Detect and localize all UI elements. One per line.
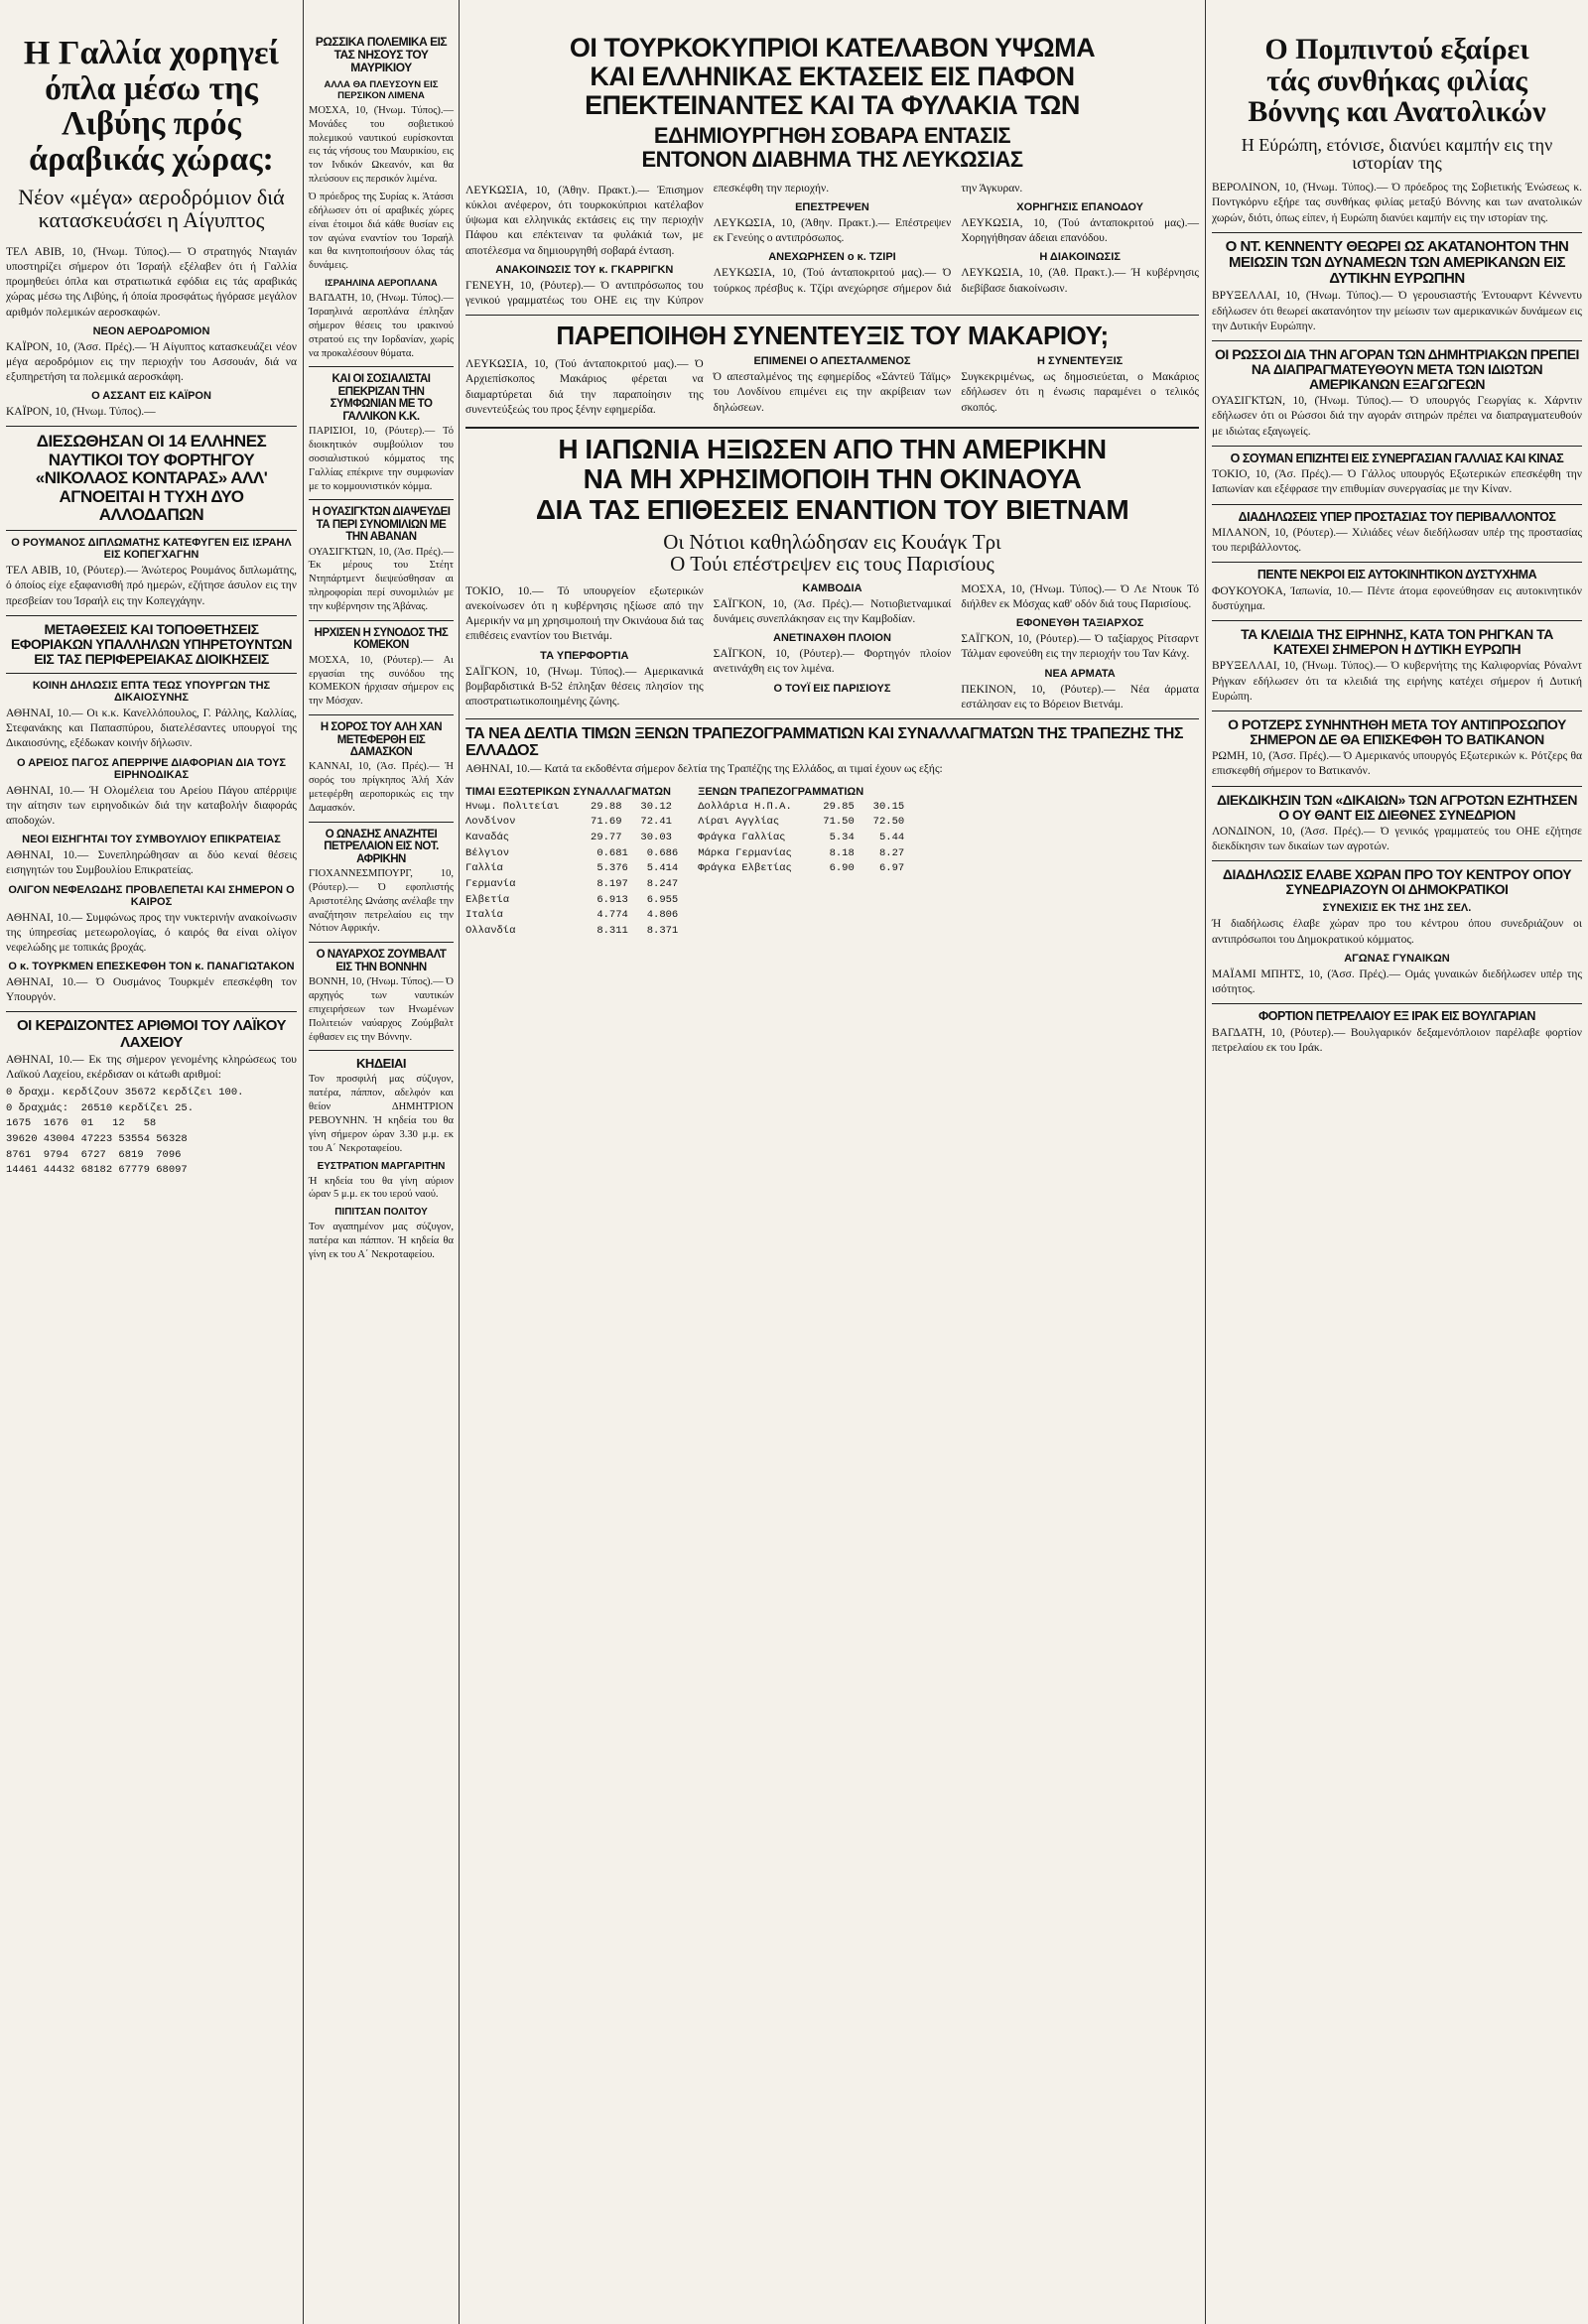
article-text: ΒΡΥΞΕΛΛΑΙ, 10, (Ήνωμ. Τύπος).— Ό γερουσιαστής Έντουαρντ Κέννεντυ εδήλωσεν ότι θεωρεί ακατανόητον την μείωσιν των αμερικανικών δυνάμεων εις την Δυτικήν Ευρώπην. (1212, 290, 1582, 332)
lead-headline: Ο Πομπιντού εξαίρει (1264, 33, 1529, 65)
column-1 (0, 0, 303, 2324)
article-text: ΑΘΗΝΑΙ, 10.— Ή Ολομέλεια του Αρείου Πάγου απέρριψε την αίτησιν των ειρηνοδικών διά την καταβολήν διαφοράς αποδοχών. (6, 784, 297, 827)
table-heading: ΤΙΜΑΙ ΕΞΩΤΕΡΙΚΩΝ ΣΥΝΑΛΛΑΓΜΑΤΩΝ (465, 785, 671, 798)
article-text: ΓΙΟΧΑΝΝΕΣΜΠΟΥΡΓ, 10, (Ρόυτερ).— Ό εφοπλιστής Αριστοτέλης Ωνάσης ανέλαβε την αναζήτησιν πετρελαίου εις την Νότιον Αφρικήν. (309, 868, 454, 935)
subheading: ΕΥΣΤΡΑΤΙΟΝ ΜΑΡΓΑΡΙΤΗΝ (317, 1160, 446, 1172)
article-text: ΜΟΣΧΑ, 10, (Ρόυτερ).— Αι εργασίαι της συνόδου της ΚΟΜΕΚΟΝ ήρχισαν σήμερον εις την Μόσχαν. (309, 654, 454, 708)
subheading: ΕΦΟΝΕΥΘΗ ΤΑΞΙΑΡΧΟΣ (1015, 617, 1144, 630)
main-headline: ΟΙ ΤΟΥΡΚΟΚΥΠΡΙΟΙ ΚΑΤΕΛΑΒΟΝ ΥΨΩΜΑ (569, 33, 1096, 63)
subheading: Ο ΑΣΣΑΝΤ ΕΙΣ ΚΑΪΡΟΝ (91, 390, 211, 403)
article-text: Ό απεσταλμένος της εφημερίδος «Σάντεϋ Τάϊμς» του Λονδίνου επιμένει εις την ακρίβειαν των δηλώσεων. (713, 371, 952, 414)
subheading: ΙΣΡΑΗΛΙΝΑ ΑΕΡΟΠΛΑΝΑ (325, 278, 438, 290)
article-text: Τον προσφιλή μας σύζυγον, πατέρα, πάππον, αδελφόν και θείον ΔΗΜΗΤΡΙΟΝ ΡΕΒΟΥΝΗΝ. Ή κηδεία του θα γίνη σήμερον ώραν 3.30 μ.μ. εκ του Α΄ Νεκροταφείου. (309, 1074, 454, 1154)
table-row: Δολλάρια Η.Π.Α. 29.85 30.15 (698, 800, 905, 813)
article-text: ΚΑΪΡΟΝ, 10, (Άσσ. Πρές).— Ή Αίγυπτος κατασκευάζει νέον μέγα αεροδρόμιον εις την περιοχήν του Ασσουάν, διά να εξυπηρετήση τα πολεμικά αεροσκάφη. (6, 340, 297, 384)
subheading: Ο ΤΟΥΪ ΕΙΣ ΠΑΡΙΣΙΟΥΣ (773, 682, 891, 695)
article-headline: ΡΩΣΣΙΚΑ ΠΟΛΕΜΙΚΑ ΕΙΣ ΤΑΣ ΝΗΣΟΥΣ ΤΟΥ ΜΑΥΡΙΚΙΟΥ (315, 35, 448, 74)
lottery-row: 0 δραχμάς: 26510 κερδίζει 25. (6, 1101, 195, 1114)
article-text: ΤΕΛ ΑΒΙΒ, 10, (Ρόυτερ).— Άνώτερος Ρουμάνος διπλωμάτης, ό όποίος είχε εξαφανισθή πρό ημερών, εζήτησε άσυλον εις την πρεσβείαν του Ίσραήλ εις την Κοπεγχάγην. (6, 565, 297, 607)
article-text: ΜΟΣΧΑ, 10, (Ήνωμ. Τύπος).— Ό Λε Ντουκ Τό διήλθεν εκ Μόσχας καθ' οδόν διά τους Παρισίους. (961, 582, 1199, 611)
article-headline: Η ΣΟΡΟΣ ΤΟΥ ΑΛΗ ΧΑΝ ΜΕΤΕΦΕΡΘΗ ΕΙΣ ΔΑΜΑΣΚΟΝ (320, 721, 443, 758)
article-text: ΑΘΗΝΑΙ, 10.— Οι κ.κ. Κανελλόπουλος, Γ. Ράλλης, Καλλίας, Στεφανάκης και Παπασπύρου, διατελέσαντες υπουργοί της Δικαιοσύνης, εξέδωκαν κοινήν δήλωσιν. (6, 708, 297, 750)
column-2 (304, 0, 459, 2324)
main-subheadline: ΕΝΤΟΝΟΝ ΔΙΑΒΗΜΑ ΤΗΣ ΛΕΥΚΩΣΙΑΣ (641, 147, 1023, 173)
article-headline: ΚΗΔΕΙΑΙ (356, 1056, 406, 1072)
article-headline: Ο ΡΟΤΖΕΡΣ ΣΥΝΗΝΤΗΘΗ ΜΕΤΑ ΤΟΥ ΑΝΤΙΠΡΟΣΩΠΟΥ ΣΗΜΕΡΟΝ ΔΕ ΘΑ ΕΠΙΣΚΕΦΘΗ ΤΟ ΒΑΤΙΚΑΝΟΝ (1228, 715, 1566, 748)
article-text: ΓΕΝΕΥΗ, 10, (Ρόυτερ).— Ό αντιπρόσωπος του γενικού γραμματέως του ΟΗΕ εις την Κύπρον επεσκέφθη την περιοχήν. (465, 182, 830, 307)
article-text: ΜΟΣΧΑ, 10, (Ήνωμ. Τύπος).— Μονάδες του σοβιετικού πολεμικού ναυτικού ευρίσκονται εις τάς νήσους του Μαυρικίου, εις τον Ινδικόν Ωκεανόν, και θα πλεύσουν εις περσικόν λιμένα. (309, 104, 454, 186)
subheading: ΚΑΜΒΟΔΙΑ (802, 581, 862, 594)
article-headline: ΦΟΡΤΙΟΝ ΠΕΤΡΕΛΑΙΟΥ ΕΞ ΙΡΑΚ ΕΙΣ ΒΟΥΛΓΑΡΙΑΝ (1258, 1009, 1535, 1024)
subheading: ΝΕΟΙ ΕΙΣΗΓΗΤΑΙ ΤΟΥ ΣΥΜΒΟΥΛΙΟΥ ΕΠΙΚΡΑΤΕΙΑΣ (22, 834, 281, 846)
subheading: ΤΑ ΥΠΕΡΦΟΡΤΙΑ (540, 649, 629, 662)
table-row: Λονδίνον 71.69 72.41 (465, 816, 672, 829)
article-text: ΜΙΛΑΝΟΝ, 10, (Ρόυτερ).— Χιλιάδες νέων διεδήλωσαν υπέρ της προστασίας του περιβάλλοντος. (1212, 527, 1582, 555)
article-text: Τον αγαπημένον μας σύζυγον, πατέρα και πάππον. Ή κηδεία θα γίνη εκ του Α΄ Νεκροταφείου. (309, 1222, 454, 1261)
lead-subheadline: Η Εύρώπη, ετόνισε, διανύει καμπήν εις την ιστορίαν της (1241, 134, 1553, 174)
article-text: ΒΕΡΟΛΙΝΟΝ, 10, (Ήνωμ. Τύπος).— Ό πρόεδρος της Σοβιετικής Ένώσεως κ. Ποντγκόρνυ εξήρε τας συνθήκας φιλίας μεταξύ Βόννης και των ανατολικών χωρών, διότι, όπως είπεν, ή Ευρώπη διανύει καμπήν εις την ιστορίαν της. (1212, 182, 1582, 224)
article-text: Συγκεκριμένως, ως δημοσιεύεται, ο Μακάριος εδήλωσεν ότι η ένωσις παραμένει ο τελικός σκοπός. (961, 371, 1199, 414)
article-text: ΚΑΝΝΑΙ, 10, (Άσ. Πρές).— Ή σορός του πρίγκηπος Άλή Χάν μετεφέρθη αεροπορικώς εις την Δαμασκόν. (309, 761, 454, 814)
subheading: ΚΟΙΝΗ ΔΗΛΩΣΙΣ ΕΠΤΑ ΤΕΩΣ ΥΠΟΥΡΓΩΝ ΤΗΣ ΔΙΚΑΙΟΣΥΝΗΣ (32, 680, 271, 705)
table-row: Ιταλία 4.774 4.806 (465, 909, 679, 922)
article-text: ΣΑΪΓΚΟΝ, 10, (Ήνωμ. Τύπος).— Αμερικανικά βομβαρδιστικά Β-52 έπληξαν θέσεις πλησίον της αποστρατιωτικοποιημένης ζώνης. (465, 665, 704, 708)
table-row: Ηνωμ. Πολιτείαι 29.88 30.12 (465, 800, 672, 813)
article-text: ΑΘΗΝΑΙ, 10.— Συμφώνως προς την νυκτερινήν ανακοίνωσιν της ύπηρεσίας μετεωρολογίας, ό καιρός θα είναι ολίγον νεφελώδης με τοπικάς βροχάς. (6, 911, 297, 954)
subheading: ΑΛΛΑ ΘΑ ΠΛΕΥΣΟΥΝ ΕΙΣ ΠΕΡΣΙΚΟΝ ΛΙΜΕΝΑ (324, 78, 439, 101)
article-headline: ΟΙ ΚΕΡΔΙΖΟΝΤΕΣ ΑΡΙΘΜΟΙ ΤΟΥ ΛΑΪΚΟΥ ΛΑΧΕΙΟΥ (17, 1017, 286, 1051)
table-row: Γερμανία 8.197 8.247 (465, 877, 679, 890)
main-subheadline: Ο Τούι επέστρεψεν εις τους Παρισίους (670, 551, 994, 576)
main-headline: Η ΙΑΠΩΝΙΑ ΗΞΙΩΣΕΝ ΑΠΟ ΤΗΝ ΑΜΕΡΙΚΗΝ (558, 434, 1107, 465)
article-headline: ΟΙ ΡΩΣΣΟΙ ΔΙΑ ΤΗΝ ΑΓΟΡΑΝ ΤΩΝ ΔΗΜΗΤΡΙΑΚΩΝ ΠΡΕΠΕΙ ΝΑ ΔΙΑΠΡΑΓΜΑΤΕΥΘΟΥΝ ΜΕΤΑ ΤΩΝ ΙΔΙΩΤΩΝ ΑΜΕΡΙΚΑΝΩΝ ΕΞΑΓΩΓΕΩΝ (1215, 345, 1579, 393)
article-text: ΛΕΥΚΩΣΙΑ, 10, (Τού άνταποκριτού μας).— Χορηγήθησαν άδειαι επανόδου. (961, 217, 1199, 245)
article-headline: ΚΑΙ ΟΙ ΣΟΣΙΑΛΙΣΤΑΙ ΕΠΕΚΡΙΖΑΝ ΤΗΝ ΣΥΜΦΩΝΙΑΝ ΜΕ ΤΟ ΓΑΛΛΙΚΟΝ Κ.Κ. (330, 373, 433, 423)
main-headline: ΝΑ ΜΗ ΧΡΗΣΙΜΟΠΟΙΗ ΤΗΝ ΟΚΙΝΑΟΥΑ (583, 463, 1082, 495)
article-text: ΛΕΥΚΩΣΙΑ, 10, (Άθην. Πρακτ.).— Έπισημον κύκλοι ανέφερον, ότι τουρκοκύπριοι κατέλαβον ύψωμα και ελληνικάς εκτάσεις εις την περιοχήν Πάφου και επέκτειναν τα φυλάκιά των, με αποτέλεσμα να δημιουργηθή σοβαρά ένταση. (465, 184, 704, 257)
subheading: ΣΥΝΕΧΙΣΙΣ ΕΚ ΤΗΣ 1ΗΣ ΣΕΛ. (1322, 902, 1472, 915)
article-text: ΛΕΥΚΩΣΙΑ, 10, (Τού άνταποκριτού μας).— Ό τούρκος πρέσβυς κ. Τζίρι ανεχώρησε σήμερον διά την Άγκυραν. (713, 182, 1023, 295)
article-headline: ΠΕΝΤΕ ΝΕΚΡΟΙ ΕΙΣ ΑΥΤΟΚΙΝΗΤΙΚΟΝ ΔΥΣΤΥΧΗΜΑ (1257, 568, 1537, 582)
article-text: ΟΥΑΣΙΓΚΤΩΝ, 10, (Ήνωμ. Τύπος).— Ό υπουργός Γεωργίας κ. Χάρντιν εδήλωσεν ότι οι Ρώσσοι διά την αγοράν σιτηρών πρέπει να διαπραγματευθούν με ιδιώτας εξαγωγείς. (1212, 395, 1582, 438)
article-headline: ΤΑ ΝΕΑ ΔΕΛΤΙΑ ΤΙΜΩΝ ΞΕΝΩΝ ΤΡΑΠΕΖΟΓΡΑΜΜΑΤΙΩΝ ΚΑΙ ΣΥΝΑΛΛΑΓΜΑΤΩΝ ΤΗΣ ΤΡΑΠΕΖΗΣ ΤΗΣ ΕΛΛΑΔΟΣ (465, 724, 1184, 760)
subheading: ΑΓΩΝΑΣ ΓΥΝΑΙΚΩΝ (1344, 952, 1450, 965)
lottery-row: 8761 9794 6727 6819 7096 (6, 1148, 182, 1161)
subheading: Η ΣΥΝΕΝΤΕΥΞΙΣ (1036, 355, 1124, 368)
table-row: Φράγκα Γαλλίας 5.34 5.44 (698, 831, 905, 843)
main-headline: ΔΙΑ ΤΑΣ ΕΠΙΘΕΣΕΙΣ ΕΝΑΝΤΙΟΝ ΤΟΥ ΒΙΕΤΝΑΜ (535, 493, 1129, 525)
subheading: ΝΕΟΝ ΑΕΡΟΔΡΟΜΙΟΝ (92, 324, 210, 337)
table-row: Ελβετία 6.913 6.955 (465, 893, 679, 906)
article-text: ΠΕΚΙΝΟΝ, 10, (Ρόυτερ).— Νέα άρματα εστάλησαν εις το Βόρειον Βιετνάμ. (961, 683, 1199, 710)
article-headline: ΗΡΧΙΣΕΝ Η ΣΥΝΟΔΟΣ ΤΗΣ ΚΟΜΕΚΟΝ (314, 626, 449, 652)
lottery-row: 39620 43004 47223 53554 56328 (6, 1133, 188, 1145)
lead-headline: Βόννης και Ανατολικών (1248, 95, 1546, 128)
subheading: ΑΝΕΧΩΡΗΣΕΝ ο κ. ΤΖΙΡΙ (768, 251, 896, 264)
main-headline: ΚΑΙ ΕΛΛΗΝΙΚΑΣ ΕΚΤΑΣΕΙΣ ΕΙΣ ΠΑΦΟΝ (590, 62, 1075, 92)
lottery-row: 1675 1676 01 12 58 (6, 1117, 157, 1130)
subheading: ΕΠΕΣΤΡΕΨΕΝ (795, 201, 869, 214)
table-row: Μάρκα Γερμανίας 8.18 8.27 (698, 846, 905, 859)
subheading: ΧΟΡΗΓΗΣΙΣ ΕΠΑΝΟΔΟΥ (1016, 201, 1143, 214)
lead-headline: Η Γαλλία χορηγεί όπλα μέσω της Λιβύης πρός άραβικάς χώρας: (23, 35, 280, 179)
subheading: Ο κ. ΤΟΥΡΚΜΕΝ ΕΠΕΣΚΕΦΘΗ ΤΟΝ κ. ΠΑΝΑΓΙΩΤΑΚΟΝ (8, 961, 295, 973)
column-4 (1206, 0, 1588, 2324)
article-headline: ΔΙΕΚΔΙΚΗΣΙΝ ΤΩΝ «ΔΙΚΑΙΩΝ» ΤΩΝ ΑΓΡΟΤΩΝ ΕΖΗΤΗΣΕΝ Ο ΟΥ ΘΑΝΤ ΕΙΣ ΔΙΕΘΝΕΣ ΣΥΝΕΔΡΙΟΝ (1216, 791, 1578, 823)
table-row: Φράγκα Ελβετίας 6.90 6.97 (698, 862, 905, 875)
article-headline: Ο ΩΝΑΣΗΣ ΑΝΑΖΗΤΕΙ ΠΕΤΡΕΛΑΙΟΝ ΕΙΣ ΝΟΤ. ΑΦΡΙΚΗΝ (324, 828, 439, 865)
article-headline: Ο ΝΑΥΑΡΧΟΣ ΖΟΥΜΒΑΛΤ ΕΙΣ ΤΗΝ ΒΟΝΝΗΝ (316, 949, 447, 973)
article-text: ΑΘΗΝΑΙ, 10.— Εκ της σήμερον γενομένης κληρώσεως του Λαϊκού Λαχείου, εκέρδισαν οι κάτωθι αριθμοί: (6, 1053, 297, 1081)
article-headline: ΜΕΤΑΘΕΣΕΙΣ ΚΑΙ ΤΟΠΟΘΕΤΗΣΕΙΣ ΕΦΟΡΙΑΚΩΝ ΥΠΑΛΛΗΛΩΝ ΥΠΗΡΕΤΟΥΝΤΩΝ ΕΙΣ ΤΑΣ ΠΕΡΙΦΕΡΕΙΑΚΑΣ ΔΙΟΙΚΗΣΕΙΣ (11, 620, 292, 668)
article-text: ΑΘΗΝΑΙ, 10.— Κατά τα εκδοθέντα σήμερον δελτία της Τραπέζης της Ελλάδος, αι τιμαί έχουν ως εξής: (465, 762, 943, 775)
article-text: ΣΑΪΓΚΟΝ, 10, (Άσ. Πρές).— Νοτιοβιετναμικαί δυνάμεις συνεπλάκησαν εις την Καμβοδίαν. (713, 597, 952, 626)
article-text: ΛΕΥΚΩΣΙΑ, 10, (Άθην. Πρακτ.).— Επέστρεψεν εκ Γενεύης ο αντιπρόσωπος. (713, 217, 952, 245)
article-text: ΛΟΝΔΙΝΟΝ, 10, (Άσσ. Πρές).— Ό γενικός γραμματεύς του ΟΗΕ εζήτησε διεκδίκησιν των δικαίων των αγροτών. (1212, 825, 1582, 852)
column-3 (460, 0, 1205, 2324)
article-headline: Ο ΝΤ. ΚΕΝΝΕΝΤΥ ΘΕΩΡΕΙ ΩΣ ΑΚΑΤΑΝΟΗΤΟΝ ΤΗΝ ΜΕΙΩΣΙΝ ΤΩΝ ΔΥΝΑΜΕΩΝ ΤΩΝ ΑΜΕΡΙΚΑΝΩΝ ΕΙΣ ΔΥΤΙΚΗΝ ΕΥΡΩΠΗΝ (1225, 237, 1569, 288)
subheading: ΑΝΑΚΟΙΝΩΣΙΣ ΤΟΥ κ. ΓΚΑΡΡΙΓΚΝ (495, 263, 674, 276)
article-text: ΑΘΗΝΑΙ, 10.— Ό Ουσμάνος Τουρκμέν επεσκέφθη τον Υπουργόν. (6, 976, 297, 1004)
subheading: Ο ΡΟΥΜΑΝΟΣ ΔΙΠΛΩΜΑΤΗΣ ΚΑΤΕΦΥΓΕΝ ΕΙΣ ΙΣΡΑΗΛ ΕΙΣ ΚΟΠΕΓΧΑΓΗΝ (11, 537, 292, 562)
article-text: ΡΩΜΗ, 10, (Άσσ. Πρές).— Ό Αμερικανός υπουργός Εξωτερικών κ. Ρότζερς θα επισκεφθή σήμερον το Βατικανόν. (1212, 750, 1582, 778)
article-headline: ΔΙΕΣΩΘΗΣΑΝ ΟΙ 14 ΕΛΛΗΝΕΣ ΝΑΥΤΙΚΟΙ ΤΟΥ ΦΟΡΤΗΓΟΥ «ΝΙΚΟΛΑΟΣ ΚΟΝΤΑΡΑΣ» ΑΛΛ' ΑΓΝΟΕΙΤΑΙ Η ΤΥΧΗ ΔΥΟ ΑΛΛΟΔΑΠΩΝ (35, 432, 268, 524)
article-text: ΦΟΥΚΟΥΟΚΑ, Ίαπωνία, 10.— Πέντε άτομα εφονεύθησαν εις αυτοκινητικόν δυστύχημα. (1212, 584, 1582, 613)
subheading: ΠΙΠΙΤΣΑΝ ΠΟΛΙΤΟΥ (334, 1207, 428, 1219)
lottery-row: 0 δραχμ. κερδίζουν 35672 κερδίζει 100. (6, 1087, 244, 1099)
table-heading: ΞΕΝΩΝ ΤΡΑΠΕΖΟΓΡΑΜΜΑΤΙΩΝ (698, 785, 864, 798)
article-headline: Η ΟΥΑΣΙΓΚΤΩΝ ΔΙΑΨΕΥΔΕΙ ΤΑ ΠΕΡΙ ΣΥΝΟΜΙΛΙΩΝ ΜΕ ΤΗΝ ΑΒΑΝΑΝ (312, 506, 451, 544)
subheading: ΟΛΙΓΟΝ ΝΕΦΕΛΩΔΗΣ ΠΡΟΒΛΕΠΕΤΑΙ ΚΑΙ ΣΗΜΕΡΟΝ Ο ΚΑΙΡΟΣ (8, 883, 295, 908)
subheading: Ο ΑΡΕΙΟΣ ΠΑΓΟΣ ΑΠΕΡΡΙΨΕ ΔΙΑΦΟΡΙΑΝ ΔΙΑ ΤΟΥΣ ΕΙΡΗΝΟΔΙΚΑΣ (16, 756, 287, 781)
article-text: ΟΥΑΣΙΓΚΤΩΝ, 10, (Άσ. Πρές).— Έκ μέρους του Στέητ Ντηπάρτμεντ διεψεύσθησαν αι πληροφορίαι περί συνομιλιών με την κυβέρνησιν της Άβάνας. (309, 546, 454, 613)
lottery-row: 14461 44432 68182 67779 68097 (6, 1164, 188, 1177)
article-text: ΒΡΥΞΕΛΛΑΙ, 10, (Ήνωμ. Τύπος).— Ό κυβερνήτης της Καλιφορνίας Ρόναλντ Ρήγκαν εδήλωσεν ότι τα κλειδιά της ειρήνης κατέχει σήμερον ή Δυτική Ευρώπη. (1212, 660, 1582, 703)
article-text: ΜΑΪΑΜΙ ΜΠΗΤΣ, 10, (Άσσ. Πρές).— Ομάς γυναικών διεδήλωσεν υπέρ της ισότητος. (1212, 968, 1582, 995)
article-text: ΛΕΥΚΩΣΙΑ, 10, (Τού άνταποκριτού μας).— Ό Αρχιεπίσκοπος Μακάριος φέρεται να διαμαρτύρεται διά την παραποίησιν της συνεντεύξεώς του προς ξένην εφημερίδα. (465, 358, 704, 416)
article-text: ΚΑΪΡΟΝ, 10, (Ήνωμ. Τύπος).— (6, 406, 156, 419)
article-text: ΠΑΡΙΣΙΟΙ, 10, (Ρόυτερ).— Τό διοικητικόν συμβούλιον του σοσιαλιστικού κόμματος της Γαλλίας επέκρινε την συμφωνίαν με το κομμουνιστικόν κόμμα. (309, 426, 454, 492)
subheading: ΕΠΙΜΕΝΕΙ Ο ΑΠΕΣΤΑΛΜΕΝΟΣ (753, 355, 911, 368)
subheading: ΑΝΕΤΙΝΑΧΘΗ ΠΛΟΙΟΝ (773, 632, 891, 645)
article-headline: ΔΙΑΔΗΛΩΣΙΣ ΕΛΑΒΕ ΧΩΡΑΝ ΠΡΟ ΤΟΥ ΚΕΝΤΡΟΥ ΟΠΟΥ ΣΥΝΕΔΡΙΑΖΟΥΝ ΟΙ ΔΗΜΟΚΡΑΤΙΚΟΙ (1222, 866, 1572, 898)
article-text: ΒΑΓΔΑΤΗ, 10, (Ρόυτερ).— Βουλγαρικόν δεξαμενόπλοιον παρέλαβε φορτίον πετρελαίου εκ του Ιράκ. (1212, 1026, 1582, 1054)
article-headline: ΤΑ ΚΛΕΙΔΙΑ ΤΗΣ ΕΙΡΗΝΗΣ, ΚΑΤΑ ΤΟΝ ΡΗΓΚΑΝ ΤΑ ΚΑΤΕΧΕΙ ΣΗΜΕΡΟΝ Η ΔΥΤΙΚΗ ΕΥΡΩΠΗ (1241, 626, 1553, 658)
table-row: Καναδάς 29.77 30.03 (465, 831, 672, 843)
article-text: ΤΟΚΙΟ, 10.— Τό υπουργείον εξωτερικών ανεκοίνωσεν ότι η κυβέρνησις ηξίωσε από την Αμερικήν να μη χρησιμοποιή την Οκινάουα διά τας επιθέσεις εναντίον του Βιετνάμ. (465, 584, 704, 643)
article-text: ΒΟΝΝΗ, 10, (Ήνωμ. Τύπος).— Ό αρχηγός των ναυτικών επιχειρήσεων των Ηνωμένων Πολιτειών ναύαρχος Ζούμβαλτ έφθασεν εις την Βόννην. (309, 976, 454, 1043)
article-text: ΒΑΓΔΑΤΗ, 10, (Ήνωμ. Τύπος).— Ίσραηλινά αεροπλάνα έπληξαν σήμερον θέσεις του ιρακινού στρατού εις την Ιορδανίαν, χωρίς να προκαλέσουν θύματα. (309, 293, 454, 359)
article-text: ΑΘΗΝΑΙ, 10.— Συνεπληρώθησαν αι δύο κεναί θέσεις εισηγητών του Συμβουλίου Επικρατείας. (6, 849, 297, 877)
main-subheadline: Οι Νότιοι καθηλώδησαν εις Κουάγκ Τρι (663, 529, 1001, 554)
main-headline: ΕΠΕΚΤΕΙΝΑΝΤΕΣ ΚΑΙ ΤΑ ΦΥΛΑΚΙΑ ΤΩΝ (585, 90, 1080, 121)
article-text: ΤΕΛ ΑΒΙΒ, 10, (Ήνωμ. Τύπος).— Ό στρατηγός Νταγιάν υποστηρίζει σήμερον ότι Ίσραήλ εξέλαβεν ότι ή Γαλλία προμηθεύει όπλα και στρατιωτικά εφόδια εις τάς αραβικάς χώρας μέσω της Λιβύης, ή όποία προσφάτως ήγόρασε μεγάλον αριθμόν πολεμικών αεροσκαφών. (6, 245, 297, 319)
article-text: Ή κηδεία του θα γίνη αύριον ώραν 5 μ.μ. εκ του ιερού ναού. (309, 1175, 454, 1201)
table-row: Ολλανδία 8.311 8.371 (465, 924, 679, 937)
article-text: ΣΑΪΓΚΟΝ, 10, (Ρόυτερ).— Φορτηγόν πλοίον ανετινάχθη εις τον λιμένα. (713, 648, 952, 676)
article-headline: ΠΑΡΕΠΟΙΗΘΗ ΣΥΝΕΝΤΕΥΞΙΣ ΤΟΥ ΜΑΚΑΡΙΟΥ; (556, 321, 1109, 351)
subheading: Η ΔΙΑΚΟΙΝΩΣΙΣ (1039, 251, 1121, 264)
subheading: ΝΕΑ ΑΡΜΑΤΑ (1044, 667, 1116, 680)
table-row: Γαλλία 5.376 5.414 (465, 862, 679, 875)
article-text: ΤΟΚΙΟ, 10, (Άσ. Πρές).— Ό Γάλλος υπουργός Εξωτερικών επεσκέφθη την Ιαπωνίαν και εξέφρασε την επιθυμίαν συνεργασίας με την Κίναν. (1212, 468, 1582, 496)
article-headline: Ο ΣΟΥΜΑΝ ΕΠΙΖΗΤΕΙ ΕΙΣ ΣΥΝΕΡΓΑΣΙΑΝ ΓΑΛΛΙΑΣ ΚΑΙ ΚΙΝΑΣ (1230, 451, 1564, 465)
table-row: Βέλγιον 0.681 0.686 (465, 846, 679, 859)
main-subheadline: ΕΔΗΜΙΟΥΡΓΗΘΗ ΣΟΒΑΡΑ ΕΝΤΑΣΙΣ (653, 123, 1011, 149)
article-text: Ή διαδήλωσις έλαβε χώραν προ του κέντρου όπου συνεδριάζουν οι αντιπρόσωποι του Δημοκρατικού κόμματος. (1212, 918, 1582, 946)
article-text: ΛΕΥΚΩΣΙΑ, 10, (Άθ. Πρακτ.).— Ή κυβέρνησις διεβίβασε διακοίνωσιν. (961, 267, 1199, 295)
article-headline: ΔΙΑΔΗΛΩΣΕΙΣ ΥΠΕΡ ΠΡΟΣΤΑΣΙΑΣ ΤΟΥ ΠΕΡΙΒΑΛΛΟΝΤΟΣ (1238, 509, 1556, 524)
lead-headline: τάς συνθήκας φιλίας (1266, 64, 1527, 97)
lead-subheadline: Νέον «μέγα» αεροδρόμιον διά κατασκευάσει η Αίγυπτος (18, 184, 285, 232)
article-text: ΣΑΪΓΚΟΝ, 10, (Ρόυτερ).— Ό ταξίαρχος Ρίτσαρντ Τάλμαν εφονεύθη εις την περιοχήν του Ταν Κάνχ. (961, 633, 1199, 661)
article-text: Ό πρόεδρος της Συρίας κ. Άτάσσι εδήλωσεν ότι οί αραβικές χώρες είναι έτοιμοι διά κάθε θυσίαν εις τον αγώνα εναντίον του Ίσραήλ και θα κινητοποιήσουν όλας τάς δυνάμεις. (309, 192, 454, 272)
table-row: Λίραι Αγγλίας 71.50 72.50 (698, 816, 905, 829)
